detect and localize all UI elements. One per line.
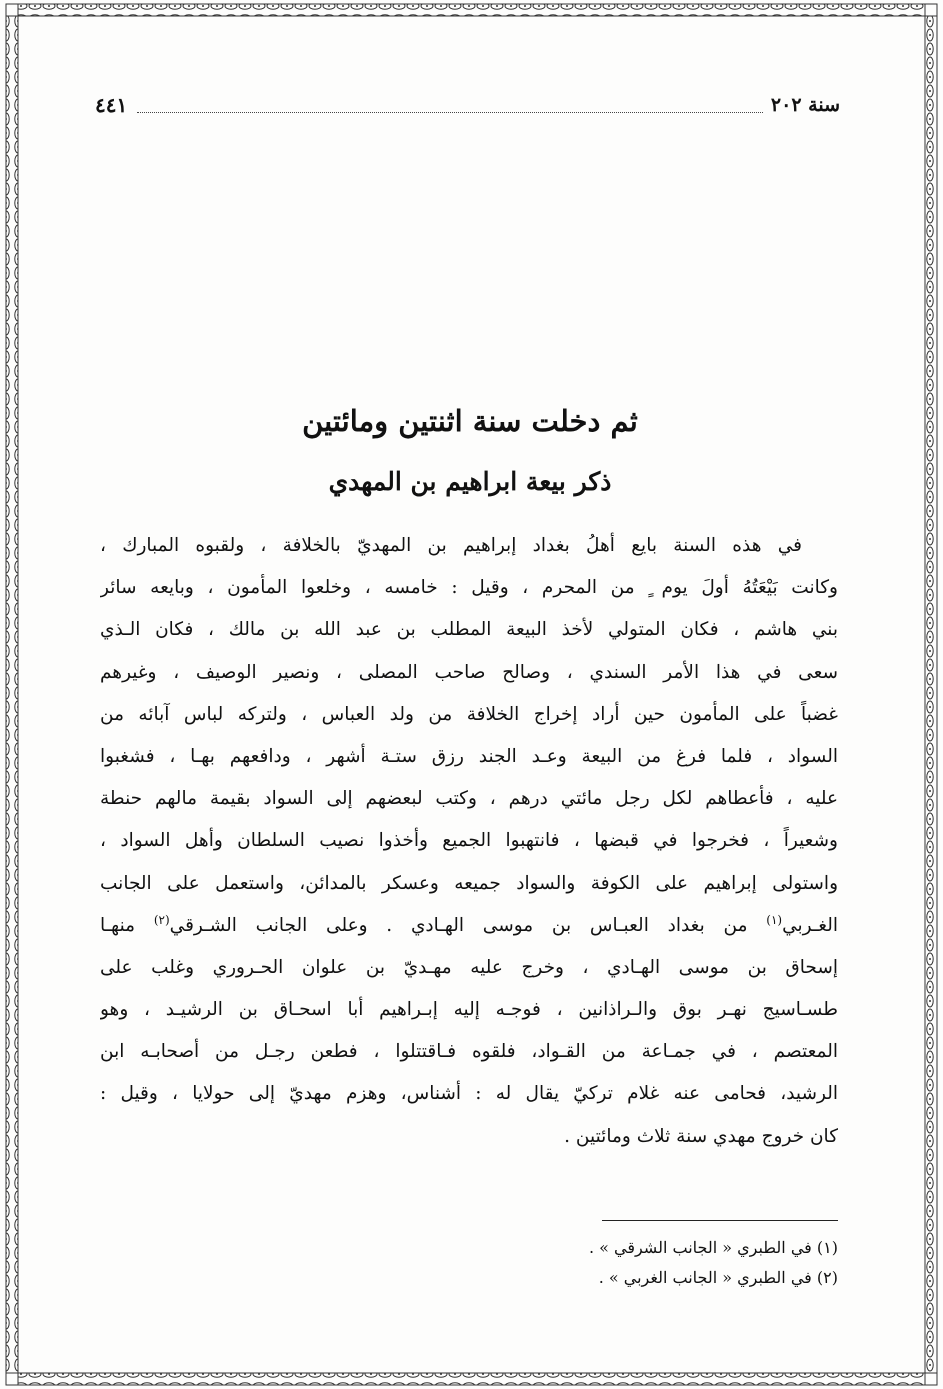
footnotes: [100, 1233, 838, 1293]
body-line: الرشيد، فحامى عنه غلام تركيّ يقال له : أشناس، وهزم مهديّ إلى حولايا ، وقيل :: [100, 1083, 838, 1105]
body-line-last: كان خروج مهدي سنة ثلاث ومائتين .: [564, 1125, 838, 1147]
body-line: وشعيراً ، فخرجوا في قبضها ، فانتهبوا الجميع وأخذوا نصيب السلطان وأهل السواد ،: [100, 830, 838, 852]
body-line: سعى في هذا الأمر السندي ، وصالح صاحب المصلى ، ونصير الوصيف ، وغيرهم: [100, 661, 838, 683]
body-line: عليه ، فأعطاهم لكل رجل مائتي درهم ، وكتب لبعضهم إلى السواد بقيمة مالهم حنطة: [100, 788, 838, 810]
body-line-with-footnote-refs: [100, 905, 838, 947]
body-line: المعتصم ، في جمـاعة من القـواد، فلقوه فـاقتتلوا ، فطعن رجـل من أصحابـه ابن: [100, 1041, 838, 1063]
chapter-heading: ثم دخلت سنة اثنتين ومائتين: [302, 404, 638, 438]
body-text: [100, 525, 838, 1158]
page-number: ٤٤١: [95, 93, 128, 117]
footnote-1: (١) في الطبري « الجانب الشرقي » .: [588, 1238, 838, 1257]
running-title: سنة ٢٠٢: [770, 94, 840, 116]
footnote-ref-1[interactable]: (١): [766, 912, 783, 927]
body-line: السواد ، فلما فرغ من البيعة وعـد الجند رزق ستـة أشهر ، ودافعهم بهـا ، فشغبوا: [100, 745, 838, 767]
header-dotted-leader: [137, 98, 763, 113]
footnote-separator: [602, 1220, 838, 1221]
body-line: وكانت بَيْعَتُهُ أولَ يوم ٍ من المحرم ، وقيل : خامسه ، وخلعوا المأمون ، وبايعه سائر: [100, 577, 838, 599]
body-text-segment: الغـربي: [782, 914, 838, 936]
section-heading: ذكر بيعة ابراهيم بن المهدي: [328, 467, 612, 496]
body-line: إسحاق بن موسى الهـادي ، وخرج عليه مهـديّ بن علوان الحـروري وغلب على: [100, 956, 838, 978]
body-text-segment: منهـا: [100, 914, 154, 936]
body-line: غضباً على المأمون حين أراد إخراج الخلافة من ولد العباس ، ولتركه لباس آبائه من: [100, 703, 838, 725]
body-line: في هذه السنة بايع أهلُ بغداد إبراهيم بن المهديّ بالخلافة ، ولقبوه المبارك ،: [100, 535, 802, 556]
body-line: بني هاشم ، فكان المتولي لأخذ البيعة المطلب بن عبد الله بن مالك ، فكان الـذي: [100, 619, 838, 641]
footnote-2: (٢) في الطبري « الجانب الغربي » .: [598, 1268, 838, 1287]
body-line: واستولى إبراهيم على الكوفة والسواد جميعه وعسكر بالمدائن، واستعمل على الجانب: [100, 872, 838, 894]
footnote-ref-2[interactable]: (٢): [153, 912, 170, 927]
running-header: [95, 90, 840, 120]
body-text-segment: من بغداد العبـاس بن موسى الهـادي . وعلى الجانب الشـرقي: [169, 914, 767, 936]
body-line: طسـاسيج نهـر بوق والـراذانين ، فوجـه إليه إبـراهيم أبا اسحـاق بن الرشيـد ، وهو: [100, 999, 838, 1021]
